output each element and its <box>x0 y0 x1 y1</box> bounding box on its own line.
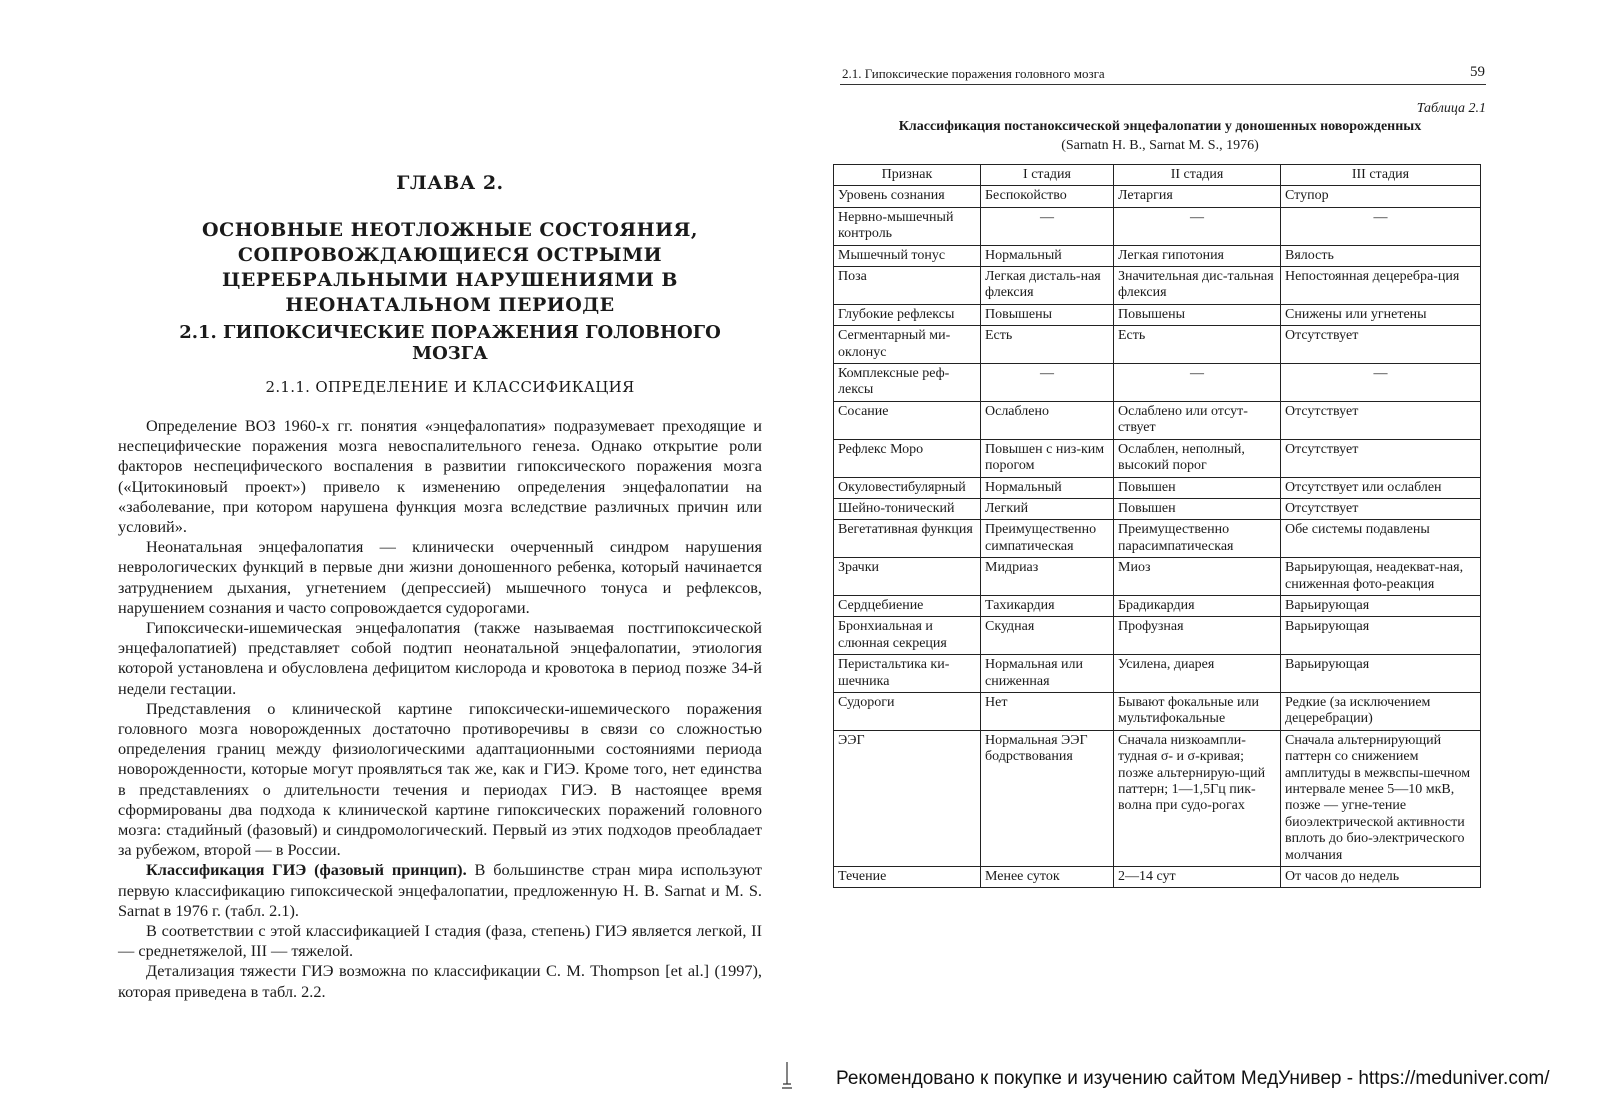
table-cell: Повышены <box>1114 304 1281 325</box>
table-cell: Варьирующая, неадекват-ная, сниженная фото-реакция <box>1281 558 1481 596</box>
table-row <box>834 401 1481 439</box>
binding-mark <box>780 1062 794 1090</box>
running-head: 2.1. Гипоксические поражения головного мозга <box>842 66 1105 81</box>
paragraph <box>118 618 762 699</box>
right-page <box>800 0 1600 1113</box>
table-label: Таблица 2.1 <box>1416 101 1486 116</box>
table-cell: Нет <box>981 692 1114 730</box>
table-row <box>834 186 1481 207</box>
table-cell: — <box>1114 364 1281 402</box>
table-cell: Редкие (за исключением децеребрации) <box>1281 692 1481 730</box>
table-cell: Отсутствует <box>1281 326 1481 364</box>
table-row <box>834 617 1481 655</box>
table-cell: Отсутствует или ослаблен <box>1281 477 1481 498</box>
table-header-row <box>834 165 1481 186</box>
table-cell: От часов до недель <box>1281 867 1481 888</box>
table-row <box>834 730 1481 866</box>
table-cell: Преимущественно парасимпатическая <box>1114 520 1281 558</box>
table-cell: Повышен <box>1114 477 1281 498</box>
table-cell: Нормальный <box>981 477 1114 498</box>
table-row <box>834 520 1481 558</box>
table-cell: Миоз <box>1114 558 1281 596</box>
table-cell: Непостоянная децеребра-ция <box>1281 267 1481 305</box>
table-cell: Тахикардия <box>981 595 1114 616</box>
table-cell: Беспокойство <box>981 186 1114 207</box>
watermark: Рекомендовано к покупке и изучению сайтом МедУнивер - https://meduniver.com/ <box>836 1068 1550 1089</box>
table-cell: Ослаблено или отсут-ствует <box>1114 401 1281 439</box>
table-cell: 2—14 сут <box>1114 867 1281 888</box>
row-label-cell: Глубокие рефлексы <box>834 304 981 325</box>
row-label-cell: Шейно-тонический <box>834 498 981 519</box>
table-cell: Варьирующая <box>1281 595 1481 616</box>
table-row <box>834 867 1481 888</box>
table-cell: Ослаблен, неполный, высокий порог <box>1114 439 1281 477</box>
table-row <box>834 304 1481 325</box>
row-label-cell: Нервно-мышечный контроль <box>834 207 981 245</box>
row-label-cell: Течение <box>834 867 981 888</box>
table-cell: Легкая гипотония <box>1114 245 1281 266</box>
table-cell: Мидриаз <box>981 558 1114 596</box>
table-cell: — <box>1114 207 1281 245</box>
paragraph <box>118 921 762 961</box>
paragraph-text: Неонатальная энцефалопатия — клинически очерченный синдром нарушения неврологических функций в первые дни жизни доношенного ребенка, который начинается затруднением дыхания, угнетением (депрессией) мышечного тонуса и рефлексов, нарушением сознания и часто сопровождается судорогами. <box>118 537 762 617</box>
table-cell: Менее суток <box>981 867 1114 888</box>
table-cell: Обе системы подавлены <box>1281 520 1481 558</box>
column-header: III стадия <box>1281 165 1481 186</box>
paragraph-text: Детализация тяжести ГИЭ возможна по классификации C. M. Thompson [et al.] (1997), которая приведена в табл. 2.2. <box>118 961 762 1001</box>
table-cell: Легкая дисталь-ная флексия <box>981 267 1114 305</box>
table-cell: Вялость <box>1281 245 1481 266</box>
table-cell: Легкий <box>981 498 1114 519</box>
row-label-cell: Комплексные реф-лексы <box>834 364 981 402</box>
table-cell: — <box>981 207 1114 245</box>
table-row <box>834 267 1481 305</box>
row-label-cell: Судороги <box>834 692 981 730</box>
table-cell: Бывают фокальные или мультифокальные <box>1114 692 1281 730</box>
table-row <box>834 245 1481 266</box>
table-row <box>834 439 1481 477</box>
header-rule <box>840 84 1486 85</box>
paragraph-lead: Классификация ГИЭ (фазовый принцип). <box>146 860 467 880</box>
table-caption: Классификация постаноксической энцефалопатии у доношенных новорожденных <box>898 119 1422 134</box>
table-row <box>834 364 1481 402</box>
table-cell: — <box>1281 207 1481 245</box>
table-cell: Летаргия <box>1114 186 1281 207</box>
table-cell: Ступор <box>1281 186 1481 207</box>
table-header <box>834 165 1481 186</box>
table-cell: — <box>1281 364 1481 402</box>
table-source: (Sarnatn H. B., Sarnat M. S., 1976) <box>1061 138 1259 153</box>
column-header: II стадия <box>1114 165 1281 186</box>
table-cell: Нормальный <box>981 245 1114 266</box>
column-header: I стадия <box>981 165 1114 186</box>
subsection-title: 2.1.1. ОПРЕДЕЛЕНИЕ И КЛАССИФИКАЦИЯ <box>265 378 635 396</box>
table-cell: Усилена, диарея <box>1114 655 1281 693</box>
chapter-number: ГЛАВА 2. <box>396 172 504 194</box>
row-label-cell: Окуловестибулярный <box>834 477 981 498</box>
table-row <box>834 595 1481 616</box>
section-title: 2.1. ГИПОКСИЧЕСКИЕ ПОРАЖЕНИЯ ГОЛОВНОГО МОЗГА <box>179 322 721 364</box>
table-cell: Нормальная или сниженная <box>981 655 1114 693</box>
row-label-cell: Сегментарный ми-оклонус <box>834 326 981 364</box>
table-row <box>834 207 1481 245</box>
paragraph-text: В большинстве стран мира используют первую классификацию гипоксической энцефалопатии, предложенную H. B. Sarnat и M. S. Sarnat в 1976 г. (табл. 2.1). <box>118 860 762 920</box>
table-cell: Преимущественно симпатическая <box>981 520 1114 558</box>
body-text <box>118 416 762 1002</box>
table-cell: Профузная <box>1114 617 1281 655</box>
table-cell: Есть <box>981 326 1114 364</box>
row-label-cell: ЭЭГ <box>834 730 981 866</box>
table-cell: Есть <box>1114 326 1281 364</box>
table-cell: Отсутствует <box>1281 401 1481 439</box>
table-cell: Скудная <box>981 617 1114 655</box>
paragraph-text: В соответствии с этой классификацией I стадия (фаза, степень) ГИЭ является легкой, II — среднетяжелой, III — тяжелой. <box>118 921 762 961</box>
column-header: Признак <box>834 165 981 186</box>
paragraph <box>118 537 762 618</box>
row-label-cell: Перистальтика ки-шечника <box>834 655 981 693</box>
table-cell: Варьирующая <box>1281 655 1481 693</box>
table-cell: Повышен с низ-ким порогом <box>981 439 1114 477</box>
row-label-cell: Вегетативная функция <box>834 520 981 558</box>
table-body <box>834 186 1481 888</box>
row-label-cell: Бронхиальная и слюнная секреция <box>834 617 981 655</box>
table-cell: Сначала низкоампли-тудная σ- и σ-кривая; позже альтернирую-щий паттерн; 1—1,5Гц пик-волна при судо-рогах <box>1114 730 1281 866</box>
paragraph <box>118 416 762 537</box>
table-cell: Сначала альтернирующий паттерн со снижением амплитуды в межвспы-шечном интервале менее 5—10 мкВ, позже — угне-тение биоэлектрической активности вплоть до био-электрического молчания <box>1281 730 1481 866</box>
table-cell: Снижены или угнетены <box>1281 304 1481 325</box>
table-cell: Отсутствует <box>1281 498 1481 519</box>
row-label-cell: Поза <box>834 267 981 305</box>
classification-table <box>833 164 1481 888</box>
table-row <box>834 326 1481 364</box>
row-label-cell: Рефлекс Моро <box>834 439 981 477</box>
paragraph-text: Определение ВОЗ 1960-х гг. понятия «энцефалопатия» подразумевает преходящие и неспецифические поражения мозга невоспалительного генеза. Однако открытие роли факторов неспецифического воспаления в развитии гипоксического поражения мозга («Цитокиновый проект») привело к изменению определения энцефалопатии на «заболевание, при котором нарушена функция мозга вследствие различных причин или условий». <box>118 416 762 537</box>
paragraph-text: Представления о клинической картине гипоксически-ишемического поражения головного мозга новорожденных достаточно противоречивы в связи со сложностью определения границ между физиологическими адаптационными состояниями периода новорожденности, которые могут проявляться так же, как и ГИЭ. Кроме того, нет единства в представлениях о длительности течения и периодах ГИЭ. В настоящее время сформированы два подхода к клинической картине гипоксических поражений головного мозга: стадийный (фазовый) и синдромологический. Первый из этих подходов преобладает за рубежом, второй — в России. <box>118 698 762 860</box>
paragraph <box>118 860 762 921</box>
page-number: 59 <box>1470 64 1485 80</box>
table-cell: Варьирующая <box>1281 617 1481 655</box>
paragraph <box>118 961 762 1001</box>
table-row <box>834 558 1481 596</box>
table-cell: Нормальная ЭЭГ бодрствования <box>981 730 1114 866</box>
row-label-cell: Сосание <box>834 401 981 439</box>
row-label-cell: Сердцебиение <box>834 595 981 616</box>
table-cell: Повышены <box>981 304 1114 325</box>
row-label-cell: Уровень сознания <box>834 186 981 207</box>
table-cell: Повышен <box>1114 498 1281 519</box>
row-label-cell: Зрачки <box>834 558 981 596</box>
table-row <box>834 498 1481 519</box>
table-row <box>834 692 1481 730</box>
table-cell: — <box>981 364 1114 402</box>
chapter-title: ОСНОВНЫЕ НЕОТЛОЖНЫЕ СОСТОЯНИЯ, СОПРОВОЖДАЮЩИЕСЯ ОСТРЫМИ ЦЕРЕБРАЛЬНЫМИ НАРУШЕНИЯМИ В НЕОНАТАЛЬНОМ ПЕРИОДЕ <box>202 219 698 316</box>
table-cell: Ослаблено <box>981 401 1114 439</box>
paragraph <box>118 699 762 861</box>
table-cell: Значительная дис-тальная флексия <box>1114 267 1281 305</box>
row-label-cell: Мышечный тонус <box>834 245 981 266</box>
table-cell: Отсутствует <box>1281 439 1481 477</box>
paragraph-text: Гипоксически-ишемическая энцефалопатия (также называемая постгипоксической энцефалопатией) представляет собой подтип неонатальной энцефалопатии, этиология которой установлена и обусловлена дефицитом кислорода и кровотока в период позже 34-й недели гестации. <box>118 618 762 698</box>
table-cell: Брадикардия <box>1114 595 1281 616</box>
table-row <box>834 477 1481 498</box>
table-row <box>834 655 1481 693</box>
